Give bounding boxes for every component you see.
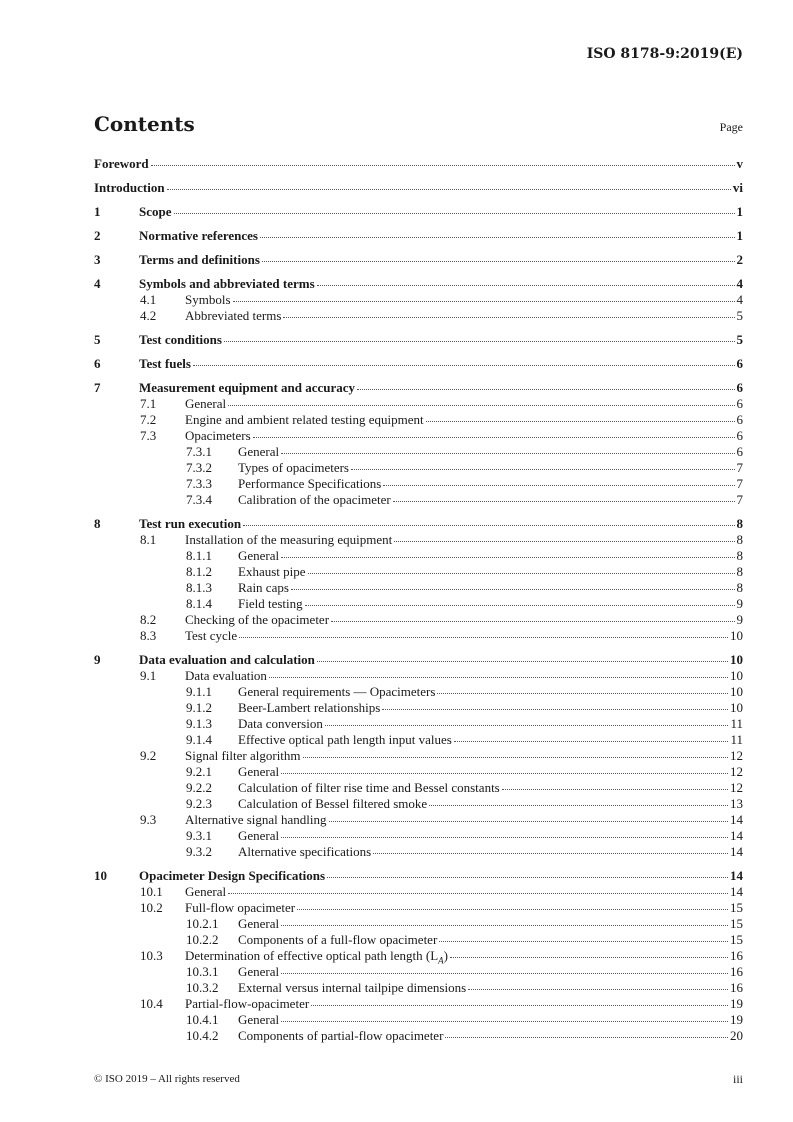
toc-entry[interactable] [94,308,743,324]
toc-entry-number: 1 [94,204,101,219]
toc-entry-label: Alternative signal handling [185,812,327,827]
toc-entry-number: 9.1 [140,668,157,683]
toc-entry-number: 7.3.3 [186,476,212,491]
toc-entry-page: 6 [736,380,743,395]
toc-entry-page: 9 [736,596,743,611]
page-title: Contents [94,112,195,136]
toc-entry-page: 15 [730,916,743,931]
toc-entry-page: 15 [730,900,743,915]
toc-entry-page: 4 [736,276,743,291]
toc-leader-dots [311,995,728,1006]
toc-entry[interactable] [94,652,743,668]
toc-entry[interactable] [94,948,743,964]
toc-leader-dots [253,427,735,438]
toc-entry-page: 14 [730,828,743,843]
toc-entry-number: 7.3 [140,428,157,443]
toc-entry-number: 8.1.4 [186,596,212,611]
toc-entry-page: 6 [736,412,743,427]
toc-leader-dots [297,899,728,910]
toc-entry-label: General [238,764,280,779]
toc-entry[interactable] [94,476,743,492]
toc-entry[interactable] [94,996,743,1012]
toc-entry-number: 8.1 [140,532,157,547]
toc-entry-label: General [185,884,227,899]
toc-leader-dots [426,411,735,422]
toc-entry-label: Engine and ambient related testing equipment [185,412,424,427]
toc-leader-dots [373,843,728,854]
toc-entry-number: 9.1.2 [186,700,212,715]
toc-entry-label: Determination of effective optical path length $(L_A)$ [185,948,449,966]
toc-entry-label: Alternative specifications [238,844,372,859]
toc-leader-dots [233,291,735,302]
toc-entry-number: 2 [94,228,101,243]
toc-entry-label: General [185,396,227,411]
toc-entry-page: 8 [736,580,743,595]
toc-entry-label: Components of partial-flow opacimeter [238,1028,444,1043]
toc-entry-number: 7.2 [140,412,157,427]
toc-entry-label: Symbols [185,292,231,307]
toc-entry[interactable] [94,732,743,748]
toc-leader-dots [151,155,735,166]
toc-entry[interactable] [94,900,743,916]
toc-entry[interactable] [94,548,743,564]
toc-leader-dots [283,307,734,318]
toc-entry-number: 9.3.2 [186,844,212,859]
toc-entry-number: 9.3.1 [186,828,212,843]
toc-entry-label: Effective optical path length input values [238,732,452,747]
toc-entry-number: 10.4 [140,996,163,1011]
toc-entry-label: General [238,916,280,931]
page-column-label: Page [719,120,743,134]
toc-entry[interactable] [94,868,743,884]
toc-entry-page: 2 [736,252,743,267]
toc-entry-page: 6 [736,444,743,459]
toc-entry-label: General [238,964,280,979]
toc-entry-number: 7 [94,380,101,395]
toc-entry-number: 9.1.3 [186,716,212,731]
toc-entry[interactable] [94,292,743,308]
toc-entry-number: 10.3 [140,948,163,963]
toc-leader-dots [281,827,728,838]
toc-entry-label: Performance Specifications [238,476,382,491]
toc-entry-number: 4 [94,276,101,291]
toc-entry-label: General requirements — Opacimeters [238,684,436,699]
toc-entry[interactable] [94,564,743,580]
toc-leader-dots [174,203,735,214]
toc-entry-number: 8.2 [140,612,157,627]
toc-entry-number: 7.1 [140,396,157,411]
toc-entry-page: 10 [730,668,743,683]
toc-leader-dots [382,699,728,710]
toc-entry-page: 16 [730,948,743,963]
toc-entry-page: 15 [730,932,743,947]
toc-leader-dots [281,547,734,558]
toc-leader-dots [331,611,734,622]
toc-entry[interactable] [94,228,743,244]
toc-entry-label: Signal filter algorithm [185,748,301,763]
toc-entry-page: 10 [730,684,743,699]
toc-entry[interactable] [94,412,743,428]
toc-entry[interactable] [94,1028,743,1044]
toc-leader-dots [281,915,728,926]
toc-leader-dots [445,1027,728,1038]
toc-entry-page: 20 [730,1028,743,1043]
copyright-notice: © ISO 2019 – All rights reserved [94,1073,240,1085]
toc-entry-label: Rain caps [238,580,289,595]
toc-entry-label: Field testing [238,596,303,611]
toc-entry-label: Terms and definitions [139,252,260,267]
toc-leader-dots [281,763,728,774]
toc-entry-label: Installation of the measuring equipment [185,532,393,547]
toc-entry-label: Introduction [94,180,165,195]
toc-entry[interactable] [94,380,743,396]
toc-entry[interactable] [94,764,743,780]
toc-entry[interactable] [94,780,743,796]
toc-entry[interactable] [94,204,743,220]
toc-entry[interactable] [94,716,743,732]
toc-entry-page: 7 [736,492,743,507]
toc-entry-page: 14 [730,868,743,883]
toc-entry-label: Test cycle [185,628,238,643]
toc-leader-dots [383,475,734,486]
toc-entry-label: Data conversion [238,716,323,731]
toc-entry-subscript: A [438,955,444,966]
toc-entry-label: Test conditions [139,332,222,347]
toc-entry-page: 9 [736,612,743,627]
toc-entry-page: vi [732,180,743,195]
toc-entry[interactable] [94,684,743,700]
toc-entry-label: Checking of the opacimeter [185,612,330,627]
toc-entry-page: 10 [730,700,743,715]
toc-entry-page: 14 [730,812,743,827]
toc-leader-dots [394,531,734,542]
toc-entry-label: Data evaluation and calculation [139,652,315,667]
toc-entry-page: 8 [736,564,743,579]
toc-entry[interactable] [94,932,743,948]
toc-leader-dots [281,1011,728,1022]
toc-leader-dots [308,563,735,574]
toc-entry-number: 7.3.4 [186,492,212,507]
toc-leader-dots [281,963,728,974]
toc-entry-page: 7 [736,460,743,475]
toc-entry[interactable] [94,964,743,980]
toc-entry[interactable] [94,252,743,268]
toc-entry-number: 4.2 [140,308,157,323]
toc-entry-number: 8.1.1 [186,548,212,563]
toc-leader-dots [357,379,734,390]
toc-entry-label: General [238,1012,280,1027]
toc-entry-number: 10 [94,868,107,883]
page-number: iii [732,1072,743,1086]
toc-entry[interactable] [94,460,743,476]
toc-entry-number: 7.3.2 [186,460,212,475]
toc-entry-number: 4.1 [140,292,157,307]
toc-entry-number: 9.1.1 [186,684,212,699]
toc-entry-label: Abbreviated terms [185,308,282,323]
toc-entry-number: 9.2 [140,748,157,763]
table-of-contents [94,156,743,1044]
toc-entry-number: 9.2.1 [186,764,212,779]
toc-entry-number: 8 [94,516,101,531]
toc-entry-page: 11 [730,732,743,747]
toc-entry[interactable] [94,916,743,932]
toc-entry[interactable] [94,444,743,460]
toc-leader-dots [243,515,734,526]
toc-entry-label: Calibration of the opacimeter [238,492,391,507]
toc-entry-label: General [238,828,280,843]
toc-entry[interactable] [94,796,743,812]
toc-entry-page: 6 [736,356,743,371]
toc-leader-dots [327,867,728,878]
toc-entry-number: 10.3.1 [186,964,219,979]
toc-entry-number: 6 [94,356,101,371]
toc-entry-page: 12 [730,764,743,779]
toc-leader-dots [439,931,728,942]
toc-entry-number: 9.1.4 [186,732,212,747]
toc-entry[interactable] [94,628,743,644]
toc-entry-number: 10.3.2 [186,980,219,995]
toc-entry-number: 9.2.2 [186,780,212,795]
toc-leader-dots [329,811,728,822]
toc-entry-label: Calculation of filter rise time and Bessel constants [238,780,500,795]
toc-entry-number: 10.2.1 [186,916,219,931]
toc-leader-dots [262,251,735,262]
toc-entry[interactable] [94,884,743,900]
toc-entry[interactable] [94,828,743,844]
toc-entry-page: 8 [736,532,743,547]
toc-entry-page: 8 [736,548,743,563]
toc-entry[interactable] [94,700,743,716]
toc-leader-dots [393,491,735,502]
toc-entry-label: Beer-Lambert relationships [238,700,381,715]
toc-entry-number: 10.4.2 [186,1028,219,1043]
toc-leader-dots [291,579,735,590]
toc-entry[interactable] [94,516,743,532]
toc-entry-label: Measurement equipment and accuracy [139,380,356,395]
toc-entry[interactable] [94,612,743,628]
toc-entry-label: Components of a full-flow opacimeter [238,932,438,947]
toc-entry-page: 5 [736,332,743,347]
toc-entry-number: 8.1.2 [186,564,212,579]
toc-entry-page: 19 [730,1012,743,1027]
toc-entry-label: Foreword [94,156,149,171]
toc-entry-page: 5 [736,308,743,323]
toc-entry-label: Calculation of Bessel filtered smoke [238,796,428,811]
toc-entry[interactable] [94,748,743,764]
toc-entry[interactable] [94,492,743,508]
toc-leader-dots [305,595,735,606]
toc-entry-label: External versus internal tailpipe dimensions [238,980,467,995]
toc-entry-number: 9.2.3 [186,796,212,811]
toc-entry-label: Partial-flow-opacimeter [185,996,310,1011]
toc-leader-dots [502,779,728,790]
toc-entry-page: 6 [736,428,743,443]
toc-entry-label: Scope [139,204,172,219]
toc-entry[interactable] [94,156,743,172]
toc-leader-dots [317,651,728,662]
toc-leader-dots [437,683,728,694]
toc-entry[interactable] [94,980,743,996]
toc-entry-label: Opacimeters [185,428,251,443]
toc-entry-page: 6 [736,396,743,411]
toc-entry-number: 10.2 [140,900,163,915]
toc-entry-number: 9 [94,652,101,667]
toc-leader-dots [454,731,729,742]
toc-entry-label: Exhaust pipe [238,564,306,579]
toc-entry-number: 5 [94,332,101,347]
toc-leader-dots [167,179,731,190]
toc-entry[interactable] [94,812,743,828]
toc-entry-number: 3 [94,252,101,267]
toc-entry-page: 7 [736,476,743,491]
toc-leader-dots [224,331,735,342]
toc-entry[interactable] [94,668,743,684]
toc-leader-dots [429,795,728,806]
toc-entry[interactable] [94,332,743,348]
toc-entry[interactable] [94,844,743,860]
toc-leader-dots [468,979,728,990]
toc-entry-label: Normative references [139,228,258,243]
toc-entry-page: 19 [730,996,743,1011]
toc-entry[interactable] [94,428,743,444]
toc-entry-page: 16 [730,964,743,979]
toc-leader-dots [450,947,728,958]
toc-entry-page: 14 [730,884,743,899]
toc-leader-dots [228,395,734,406]
toc-leader-dots [281,443,734,454]
toc-entry-label: Test fuels [139,356,191,371]
toc-entry-label: Full-flow opacimeter [185,900,296,915]
toc-entry[interactable] [94,180,743,196]
toc-entry-page: 16 [730,980,743,995]
toc-entry-number: 7.3.1 [186,444,212,459]
toc-entry-page: 10 [730,652,743,667]
toc-entry-page: v [736,156,743,171]
toc-leader-dots [228,883,728,894]
toc-entry-number: 10.1 [140,884,163,899]
toc-entry[interactable] [94,276,743,292]
toc-entry-label: General [238,548,280,563]
toc-leader-dots [351,459,735,470]
toc-entry-page: 4 [736,292,743,307]
toc-entry-page: 1 [736,228,743,243]
toc-entry[interactable] [94,1012,743,1028]
toc-entry-page: 14 [730,844,743,859]
toc-entry[interactable] [94,596,743,612]
toc-entry-number: 10.2.2 [186,932,219,947]
toc-entry-page: 11 [730,716,743,731]
toc-entry-page: 8 [736,516,743,531]
toc-entry-number: 8.3 [140,628,157,643]
toc-entry-label: Data evaluation [185,668,267,683]
toc-entry-label: Opacimeter Design Specifications [139,868,326,883]
toc-entry-label: Symbols and abbreviated terms [139,276,315,291]
toc-entry-page: 12 [730,748,743,763]
toc-entry-number: 9.3 [140,812,157,827]
toc-entry-page: 13 [730,796,743,811]
toc-leader-dots [269,667,728,678]
toc-entry[interactable] [94,532,743,548]
toc-entry-label: Types of opacimeters [238,460,349,475]
toc-entry-page: 10 [730,628,743,643]
toc-leader-dots [325,715,729,726]
toc-leader-dots [239,627,728,638]
toc-leader-dots [193,355,735,366]
toc-entry[interactable] [94,356,743,372]
toc-entry-page: 1 [736,204,743,219]
toc-entry-number: 8.1.3 [186,580,212,595]
toc-entry-label: General [238,444,280,459]
toc-entry-number: 10.4.1 [186,1012,219,1027]
toc-entry-page: 12 [730,780,743,795]
toc-entry-label: Test run execution [139,516,242,531]
toc-leader-dots [303,747,728,758]
document-id: ISO 8178-9:2019(E) [586,46,743,62]
toc-entry[interactable] [94,580,743,596]
toc-leader-dots [260,227,735,238]
toc-entry[interactable] [94,396,743,412]
toc-leader-dots [317,275,735,286]
